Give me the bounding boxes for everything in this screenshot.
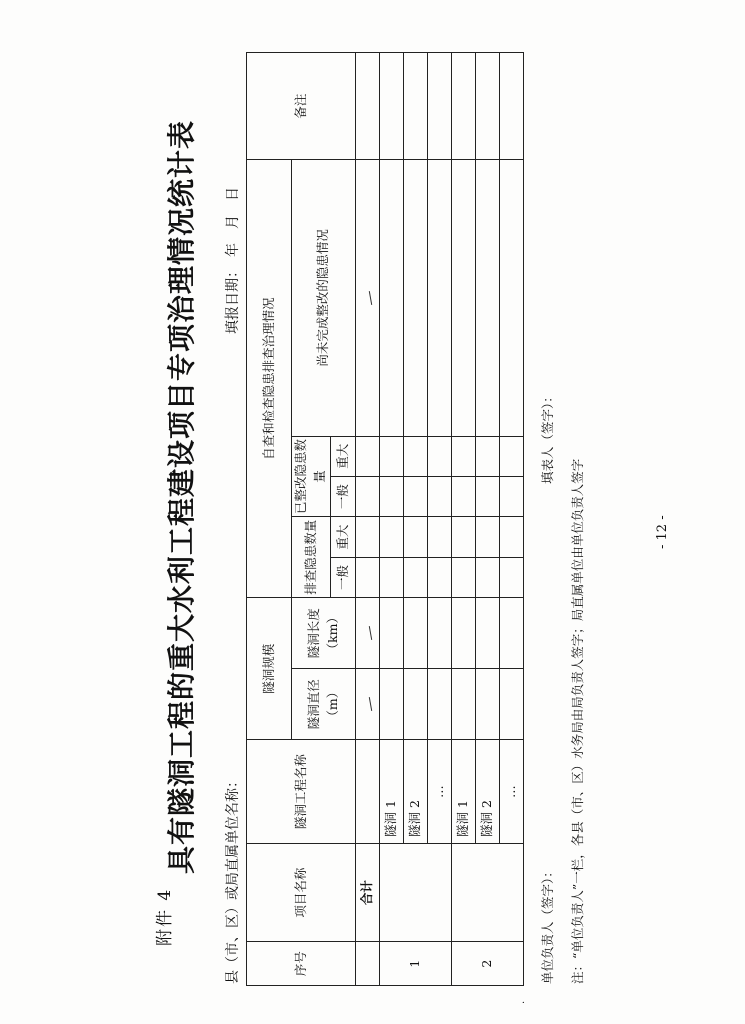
report-date-label: 填报日期： 年 月 日 bbox=[225, 187, 241, 334]
page-number: - 12 - bbox=[655, 515, 670, 549]
header-seq: 序号 bbox=[247, 942, 356, 986]
header-project: 项目名称 bbox=[247, 844, 356, 942]
table-row bbox=[380, 53, 404, 986]
header-tunnel-diameter: 隧洞直径（m） bbox=[292, 669, 356, 740]
unit-head-signature: 单位负责人（签字）： bbox=[540, 865, 555, 984]
tunnel-2: 隧洞 2 bbox=[404, 740, 428, 844]
unit-name-label: 县（市、区）或局直属单位名称： bbox=[225, 774, 241, 984]
seq-1: 1 bbox=[380, 942, 452, 986]
seq-2: 2 bbox=[452, 942, 524, 986]
tunnel-1: 隧洞 1 bbox=[380, 740, 404, 844]
header-rect-general: 一般 bbox=[331, 476, 356, 516]
header-inspection-group: 自查和检查隐患排查治理情况 bbox=[247, 160, 292, 598]
header-found-general: 一般 bbox=[331, 557, 356, 597]
annex-label: 附件 4 bbox=[155, 887, 175, 946]
footnote: 注：“单位负责人”一栏，各县（市、区）水务局由局负责人签字；局直属单位由单位负责人签字 bbox=[570, 458, 585, 984]
header-tunnel-scale: 隧洞规模 bbox=[247, 598, 292, 740]
header-tunnel-name: 隧洞工程名称 bbox=[247, 740, 356, 844]
header-rectified-hazards: 已整改隐患数量 bbox=[292, 436, 331, 517]
stray-dot: . bbox=[516, 1000, 527, 1004]
statistics-table bbox=[246, 52, 524, 986]
total-label: 合计 bbox=[356, 844, 380, 942]
header-found-hazards: 排查隐患数量 bbox=[292, 517, 331, 598]
table-row bbox=[452, 53, 476, 986]
table-row-total bbox=[356, 53, 380, 986]
tunnel-1: 隧洞 1 bbox=[452, 740, 476, 844]
filler-signature: 填表人（签字）： bbox=[540, 390, 555, 484]
header-row-1 bbox=[247, 53, 292, 986]
dash-mark bbox=[369, 291, 372, 305]
tunnel-2: 隧洞 2 bbox=[476, 740, 500, 844]
header-remarks: 备注 bbox=[247, 53, 356, 160]
header-found-major: 重大 bbox=[331, 517, 356, 557]
dash-mark bbox=[369, 626, 372, 640]
header-tunnel-length: 隧洞长度（km） bbox=[292, 598, 356, 669]
ellipsis: … bbox=[428, 740, 452, 844]
ellipsis: … bbox=[500, 740, 524, 844]
page-title: 具有隧洞工程的重大水利工程建设项目专项治理情况统计表 bbox=[165, 119, 198, 874]
header-rect-major: 重大 bbox=[331, 436, 356, 476]
dash-mark bbox=[369, 697, 372, 711]
header-unrectified: 尚未完成整改的隐患情况 bbox=[292, 160, 356, 436]
